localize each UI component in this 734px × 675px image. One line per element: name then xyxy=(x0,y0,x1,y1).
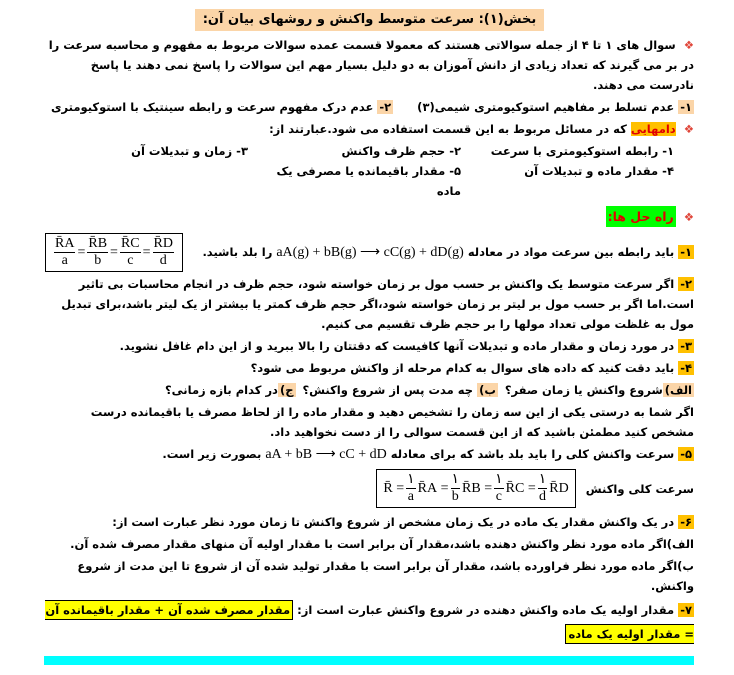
number-marker: ۴- xyxy=(680,361,692,375)
number-marker: ۵- xyxy=(680,447,692,461)
solution-1 xyxy=(45,233,694,272)
solution-4-line-4: قسمت سوالی را از دست نخواهید داد. xyxy=(270,425,486,439)
text: را بلد باشید. xyxy=(202,245,273,259)
text: که در مسائل مربوط به این قسمت استفاده می شود.عبارتند از: xyxy=(269,122,631,136)
label: الف) xyxy=(664,383,692,397)
divider-bar xyxy=(44,656,694,665)
rate-term: R̄A xyxy=(417,480,438,496)
rate-term: R̄B xyxy=(462,480,481,496)
bullet-icon: ❖ xyxy=(683,122,694,136)
solution-2-line-2: زمان خواسته شود،اگر حجم ظرف کمتر یا بیشتر از یک لیتر باشد،برای تبدیل مول به غلظت مولی تعداد مولها را بر حجم ظرف تقسیم می کنیم. xyxy=(61,297,694,331)
equation: aA + bB ⟶ cC + dD xyxy=(265,447,387,462)
number-marker: ۳- xyxy=(680,339,692,353)
overall-rate-row xyxy=(45,469,694,508)
bullet-icon: ❖ xyxy=(683,210,694,224)
numerator: ۱ xyxy=(407,472,415,487)
denominator: b xyxy=(451,489,459,504)
solution-4-line-3: اگر شما به درستی یکی از این سه زمان را تشخیص دهید و مقدار ماده را از لحاظ مصرف یا باقیمانده درست مشخص کنید مطمئن باشید که از این xyxy=(90,405,694,439)
intro-paragraph xyxy=(45,35,694,95)
initial-amount-formula: مقدار مصرف شده آن + مقدار باقیمانده آن = مقدار اولیه یک ماده xyxy=(45,600,694,644)
traps-highlight: دامهایی xyxy=(630,122,676,136)
number-marker: ۷- xyxy=(680,603,692,617)
text: عدم درک مفهوم سرعت و رابطه سینتیک با استوکیومتری xyxy=(50,100,378,114)
trap-list xyxy=(45,141,694,201)
text: بصورت زیر است. xyxy=(162,447,262,461)
solutions-title: راه حل ها: xyxy=(606,206,676,227)
solution-4-note xyxy=(45,402,694,442)
solution-5 xyxy=(45,444,694,465)
lhs: R̄ = xyxy=(383,480,405,496)
rate-term: R̄C xyxy=(505,480,525,496)
text: سرعت واکنش کلی را باید بلد باشد که برای معادله xyxy=(386,447,679,461)
solution-1-text xyxy=(191,242,694,263)
text: در یک واکنش مقدار یک ماده در یک زمان مشخص از شروع واکنش تا زمان مورد نظر عبارت است از: xyxy=(112,515,679,529)
solutions-heading xyxy=(45,207,694,227)
numerator: R̄B xyxy=(88,236,108,251)
number-marker: ۲- xyxy=(680,277,692,291)
text: چه مدت پس از شروع واکنش؟ xyxy=(302,383,478,397)
denominator: b xyxy=(94,253,102,268)
trap-item: ۴- مقدار ماده و تبدیلات آن xyxy=(524,164,674,178)
text: عدم تسلط بر مفاهیم استوکیومتری شیمی(۳) xyxy=(417,100,679,114)
denominator: c xyxy=(495,489,503,504)
overall-rate-label: سرعت کلی واکنش xyxy=(585,481,694,496)
trap-item: ۱- رابطه استوکیومتری با سرعت xyxy=(490,144,674,158)
denominator: a xyxy=(61,253,68,268)
number-marker: ۶- xyxy=(680,515,692,529)
text: اگر سرعت متوسط یک واکنش بر حسب مول بر زمان خواسته شود، حجم ظرف در انجام محاسبات بی تاثیر است.اما اگر بر حسب مول بر لیتر بر xyxy=(78,277,694,311)
denominator: d xyxy=(539,489,547,504)
denominator: d xyxy=(159,253,167,268)
section-title: بخش(۱): سرعت متوسط واکنش و روشهای بیان آن: xyxy=(195,9,545,31)
number-marker: ۱- xyxy=(680,100,692,114)
solution-6 xyxy=(45,512,694,532)
numerator: ۱ xyxy=(451,472,460,487)
numerator: R̄D xyxy=(153,236,173,251)
number-marker: ۱- xyxy=(680,245,692,259)
traps-intro xyxy=(45,119,694,139)
text: در مورد زمان و مقدار ماده و تبدیلات آنها کافیست که دقتتان را بالا ببرید و از این دام غافل نشوید. xyxy=(119,339,679,353)
label: ج) xyxy=(279,383,294,397)
numerator: ۱ xyxy=(495,472,503,487)
number-marker: ۲- xyxy=(379,100,392,114)
rate-ratio-formula: $\frac{R̄A}{a}$ = $\frac{R̄B}{b}$ = $\frac{R̄C}{c}$ = $\frac{R̄D}{d}$ xyxy=(45,233,183,272)
text: در کدام بازه زمانی؟ xyxy=(165,383,278,397)
trap-item: ۵- مقدار باقیمانده یا مصرفی یک ماده xyxy=(276,164,461,198)
numerator: R̄A xyxy=(55,236,75,251)
trap-item: ۲- حجم ظرف واکنش xyxy=(341,144,461,158)
intro-line-2: زیادی از دانش آموزان به دو دلیل بسیار مهم این سوالات را پاسخ نمی دهند یا پاسخ نادرست می دهند. xyxy=(90,58,694,92)
equation: aA(g) + bB(g) ⟶ cC(g) + dD(g) xyxy=(276,245,464,260)
trap-item: ۳- زمان و تبدیلات آن xyxy=(131,144,248,158)
option-c xyxy=(165,380,296,400)
text: مقدار اولیه یک ماده واکنش دهنده در شروع واکنش عبارت است از: xyxy=(293,603,679,617)
solution-6-a: الف)اگر ماده مورد نظر واکنش دهنده باشد،مقدار آن برابر است با مقدار اولیه آن منهای مقدار مصرف شده آن. xyxy=(70,537,694,551)
solution-4 xyxy=(45,358,694,378)
bullet-icon: ❖ xyxy=(683,38,694,52)
option-b xyxy=(302,380,497,400)
reason-1 xyxy=(417,100,694,114)
overall-rate-formula: R̄ = $\frac{۱}{a}$ R̄A = $\frac{۱}{b}$ R̄B = $\frac{۱}{c}$ R̄C = $\frac{۱}{d}$ R̄D xyxy=(376,469,575,508)
denominator: a xyxy=(407,489,414,504)
text: باید رابطه بین سرعت مواد در معادله xyxy=(463,245,679,259)
solution-7 xyxy=(45,598,694,646)
denominator: c xyxy=(127,253,134,268)
text: شروع واکنش یا زمان صفر؟ xyxy=(504,383,663,397)
solution-3 xyxy=(45,336,694,356)
reason-2 xyxy=(51,100,393,114)
solution-6-b: ب)اگر ماده مورد نظر فراورده باشد، مقدار آن برابر است با مقدار تولید شده آن از شروع تا این مدت از شروع واکنش. xyxy=(77,559,694,593)
solution-2 xyxy=(45,274,694,334)
option-a xyxy=(505,380,694,400)
label: ب) xyxy=(479,383,496,397)
time-options xyxy=(45,380,694,400)
reasons xyxy=(45,97,694,117)
rate-term: R̄D xyxy=(549,480,569,496)
text: سوال های ۱ تا ۴ از جمله سوالاتی هستند که معمولا قسمت عمده سوالات مربوط به مفهوم و محاسبه سرعت را در بر می گیرند که تعداد xyxy=(48,38,694,72)
numerator: R̄C xyxy=(120,236,140,251)
numerator: ۱ xyxy=(538,472,547,487)
text: باید دقت کنید که داده های سوال به کدام مرحله از واکنش مربوط می شود؟ xyxy=(250,361,679,375)
